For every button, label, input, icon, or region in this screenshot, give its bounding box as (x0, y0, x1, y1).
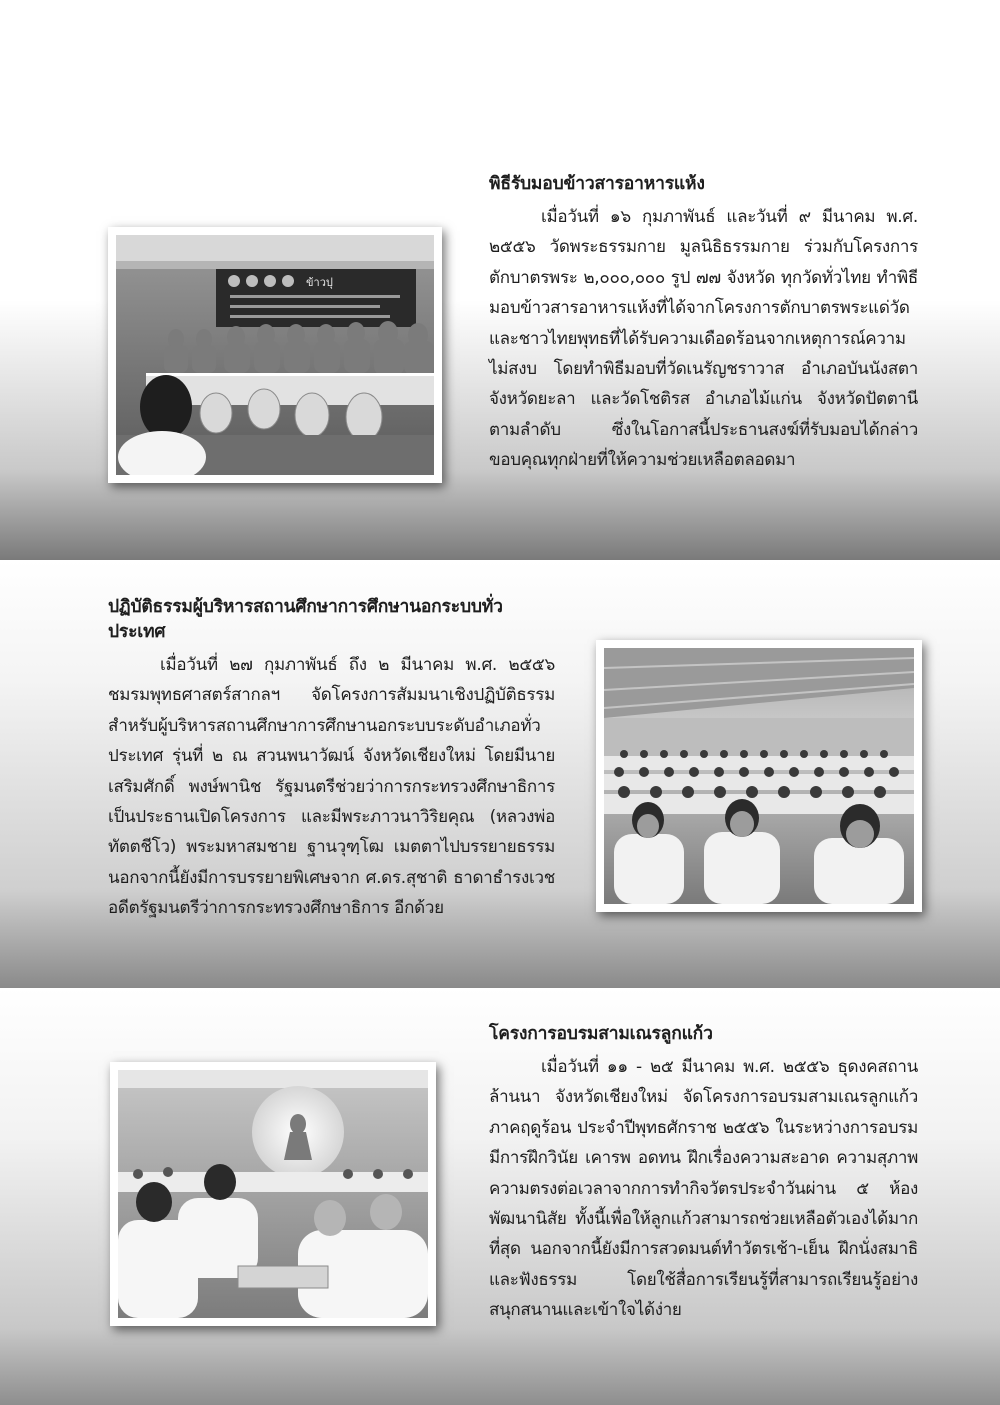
photo-novice-training (110, 1062, 436, 1326)
photo-rice-offering-image (116, 235, 434, 475)
photo-meditation-hall-image (604, 648, 914, 904)
photo-meditation-hall (596, 640, 922, 912)
photo-novice-training-image (118, 1070, 428, 1318)
article-title: พิธีรับมอบข้าวสารอาหารแห้ง (489, 174, 705, 194)
article-title: ปฏิบัติธรรมผู้บริหารสถานศึกษาการศึกษานอกระบบทั่วประเทศ (108, 597, 503, 642)
banner-text: ข้าวปุ (306, 276, 333, 289)
article-rice-offering (489, 172, 918, 476)
article-body: เมื่อวันที่ ๑๖ กุมภาพันธ์ และวันที่ ๙ มีนาคม พ.ศ. ๒๕๕๖ วัดพระธรรมกาย มูลนิธิธรรมกาย ร่วมกับโครงการตักบาตรพระ ๒,๐๐๐,๐๐๐ รูป ๗๗ จังหวัด ทุกวัดทั่วไทย ทำพิธีมอบข้าวสารอาหารแห้งที่ได้จากโครงการตักบาตรพระแด่วัดและชาวไทยพุทธที่ได้รับความเดือดร้อนจากเหตุการณ์ความไม่สงบ โดยทำพิธีมอบที่วัดเนรัญชราวาส อำเภอบันนังสตา จังหวัดยะลา และวัดโชติรส อำเภอไม้แก่น จังหวัดปัตตานี ตามลำดับ ซึ่งในโอกาสนี้ประธานสงฆ์ที่รับมอบได้กล่าวขอบคุณทุกฝ่ายที่ให้ความช่วยเหลือตลอดมา (489, 207, 918, 471)
article-body: เมื่อวันที่ ๒๗ กุมภาพันธ์ ถึง ๒ มีนาคม พ.ศ. ๒๕๕๖ ชมรมพุทธศาสตร์สากลฯ จัดโครงการสัมมนาเชิงปฏิบัติธรรมสำหรับผู้บริหารสถานศึกษาการศึกษานอกระบบระดับอำเภอทั่วประเทศ รุ่นที่ ๒ ณ สวนพนาวัฒน์ จังหวัดเชียงใหม่ โดยมีนายเสริมศักดิ์ พงษ์พานิช รัฐมนตรีช่วยว่าการกระทรวงศึกษาธิการ เป็นประธานเปิดโครงการ และมีพระภาวนาวิริยคุณ (หลวงพ่อทัตตชีโว) พระมหาสมชาย ฐานวุฑฺโฒ เมตตาไปบรรยายธรรม นอกจากนี้ยังมีการบรรยายพิเศษจาก ศ.ดร.สุชาติ ธาดาธำรงเวช อดีตรัฐมนตรีว่าการกระทรวงศึกษาธิการ อีกด้วย (108, 655, 555, 919)
article-dharma-practice-administrators (108, 595, 555, 924)
article-body: เมื่อวันที่ ๑๑ - ๒๕ มีนาคม พ.ศ. ๒๕๕๖ ธุดงคสถานล้านนา จังหวัดเชียงใหม่ จัดโครงการอบรมสามเณรลูกแก้วภาคฤดูร้อน ประจำปีพุทธศักราช ๒๕๕๖ ในระหว่างการอบรมมีการฝึกวินัย เคารพ อดทน ฝึกเรื่องความสะอาด ความสุภาพ ความตรงต่อเวลาจากการทำกิจวัตรประจำวันผ่าน ๕ ห้องพัฒนานิสัย ทั้งนี้เพื่อให้ลูกแก้วสามารถช่วยเหลือตัวเองได้มากที่สุด นอกจากนี้ยังมีการสวดมนต์ทำวัตรเช้า-เย็น ฝึกนั่งสมาธิ และฟังธรรม โดยใช้สื่อการเรียนรู้ที่สามารถเรียนรู้อย่างสนุกสนานและเข้าใจได้ง่าย (489, 1057, 918, 1321)
article-novice-monk-training (489, 1022, 918, 1326)
article-title: โครงการอบรมสามเณรลูกแก้ว (489, 1024, 713, 1044)
photo-rice-offering-ceremony (108, 227, 442, 483)
